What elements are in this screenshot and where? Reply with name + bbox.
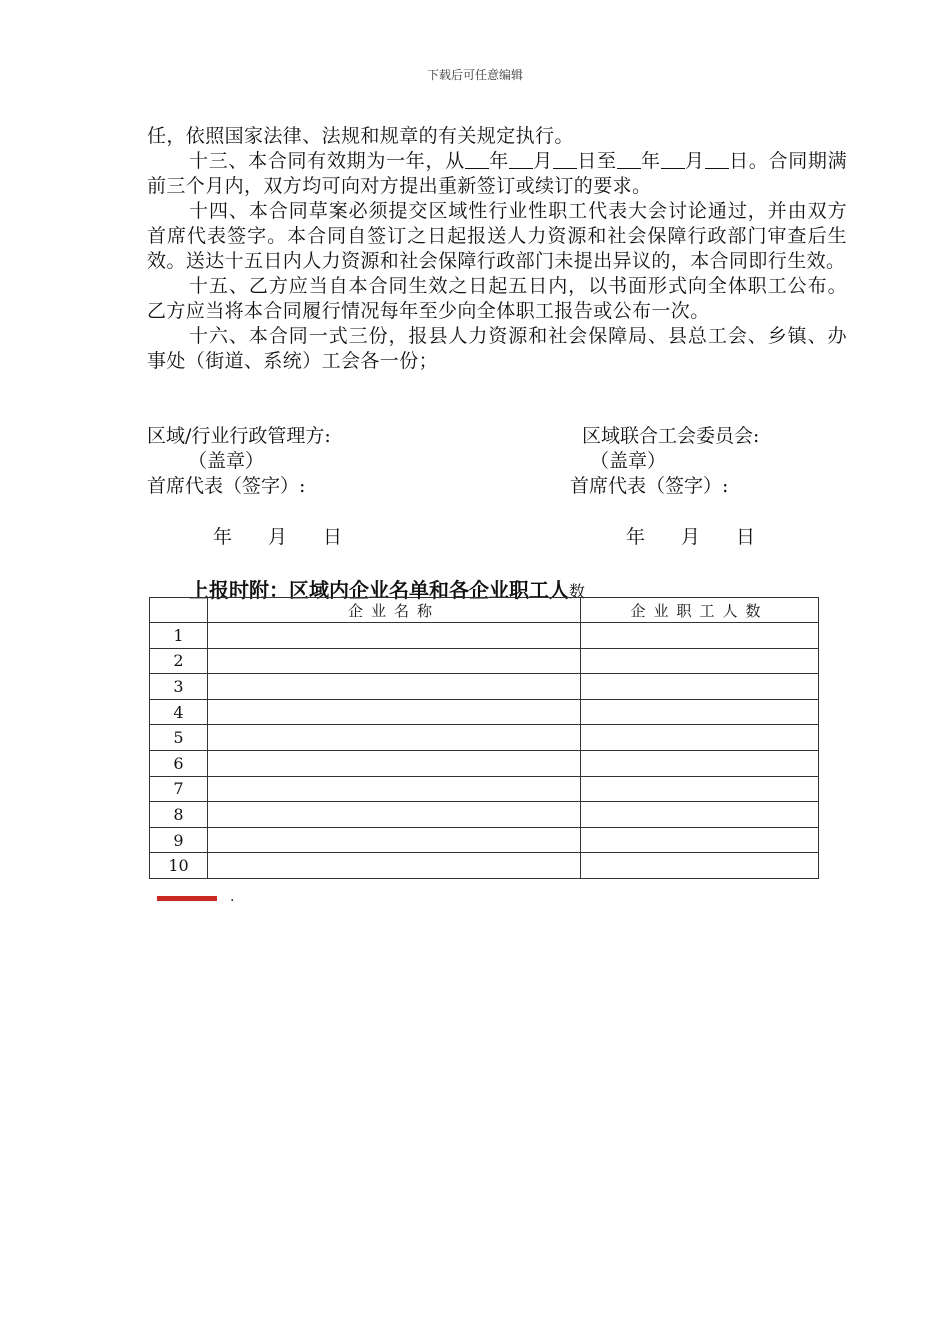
left-date: 年 月 日	[213, 526, 343, 548]
row-number: 7	[150, 776, 208, 802]
right-date: 年 月 日	[626, 526, 756, 548]
paragraph-15: 十五、乙方应当自本合同生效之日起五日内，以书面形式向全体职工公布。乙方应当将本合同履行情况每年至少向全体职工报告或公布一次。	[147, 275, 847, 322]
row-number: 10	[150, 853, 208, 879]
row-number: 3	[150, 674, 208, 700]
employee-count-cell[interactable]	[581, 623, 819, 649]
employee-count-cell[interactable]	[581, 776, 819, 802]
attachment-title: 上报时附：区域内企业名单和各企业职工人数	[189, 578, 586, 602]
table-row	[150, 623, 819, 649]
row-number: 9	[150, 827, 208, 853]
left-seal-label: （盖章）	[188, 450, 265, 472]
page-header: 下载后可任意编辑	[426, 68, 523, 82]
red-mark-bar	[157, 896, 217, 901]
enterprise-name-cell[interactable]	[208, 776, 581, 802]
enterprise-name-cell[interactable]	[208, 750, 581, 776]
table-row	[150, 725, 819, 751]
enterprise-name-cell[interactable]	[208, 725, 581, 751]
table-row	[150, 827, 819, 853]
paragraph-16: 十六、本合同一式三份，报县人力资源和社会保障局、县总工会、乡镇、办事处（街道、系统）工会各一份；	[147, 325, 847, 372]
enterprise-table	[149, 597, 819, 879]
row-number: 8	[150, 802, 208, 828]
employee-count-cell[interactable]	[581, 674, 819, 700]
employee-count-cell[interactable]	[581, 827, 819, 853]
enterprise-name-cell[interactable]	[208, 853, 581, 879]
row-number: 5	[150, 725, 208, 751]
enterprise-name-cell[interactable]	[208, 648, 581, 674]
table-row	[150, 776, 819, 802]
table-row	[150, 853, 819, 879]
paragraph-13: 十三、本合同有效期为一年，从 年 月 日至 年 月 日。合同期满前三个月内，双方均可向对方提出重新签订或续订的要求。	[147, 150, 848, 197]
row-number: 4	[150, 699, 208, 725]
employee-count-cell[interactable]	[581, 802, 819, 828]
table-row	[150, 648, 819, 674]
right-rep-label: 首席代表（签字）:	[570, 475, 729, 497]
enterprise-name-cell[interactable]	[208, 623, 581, 649]
right-party-label: 区域联合工会委员会:	[582, 425, 760, 447]
table-row	[150, 674, 819, 700]
row-number: 2	[150, 648, 208, 674]
left-party-label: 区域/行业行政管理方:	[147, 425, 331, 447]
employee-count-cell[interactable]	[581, 853, 819, 879]
table-row	[150, 699, 819, 725]
header-employee-count: 企业职工人数	[581, 598, 819, 623]
contract-body	[147, 124, 847, 374]
paragraph-14: 十四、本合同草案必须提交区域性行业性职工代表大会讨论通过，并由双方首席代表签字。本合同自签订之日起报送人力资源和社会保障行政部门审查后生效。送达十五日内人力资源和社会保障行政部门未提出异议的，本合同即行生效。	[147, 200, 847, 272]
row-number: 1	[150, 623, 208, 649]
header-index	[150, 598, 208, 623]
enterprise-name-cell[interactable]	[208, 827, 581, 853]
header-enterprise-name: 企业名称	[208, 598, 581, 623]
row-number: 6	[150, 750, 208, 776]
employee-count-cell[interactable]	[581, 699, 819, 725]
paragraph-12-tail: 任，依照国家法律、法规和规章的有关规定执行。	[147, 125, 574, 147]
enterprise-name-cell[interactable]	[208, 699, 581, 725]
left-rep-label: 首席代表（签字）:	[147, 475, 306, 497]
table-row	[150, 802, 819, 828]
employee-count-cell[interactable]	[581, 725, 819, 751]
enterprise-name-cell[interactable]	[208, 674, 581, 700]
employee-count-cell[interactable]	[581, 648, 819, 674]
table-row	[150, 750, 819, 776]
trailing-dot: .	[230, 889, 235, 905]
enterprise-name-cell[interactable]	[208, 802, 581, 828]
employee-count-cell[interactable]	[581, 750, 819, 776]
table-header-row	[150, 598, 819, 623]
right-seal-label: （盖章）	[590, 450, 667, 472]
